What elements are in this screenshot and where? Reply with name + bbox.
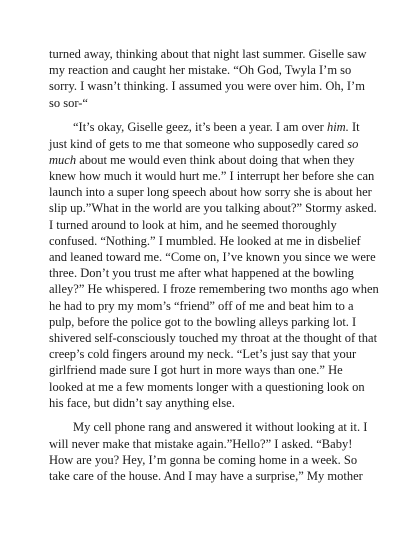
paragraph-2-text-c: about me would even think about doing that when they knew how much it would hurt me.” I interrupt her before she can launch into a super long speech about how sorry she is about her slip up.”What in the world are you talking about?” Stormy asked. I turned around to look at him, and he seemed thoroughly confused. “Nothing.” I mumbled. He looked at me in disbelief and leaned toward me. “Come on, I’ve known you since we were three. Don’t you trust me after what happened at the bowling alley?” He whispered. I froze remembering two months ago when he had to pry my mom’s “friend” off of me and beat him to a pulp, before the police got to the bowling alleys parking lot. I shivered self-consciously touched my throat at the thought of that creep’s cold fingers around my neck. “Let’s just say that your girlfriend made sure I got hurt in more ways than one.” He looked at me a few moments longer with a questioning look on his face, but didn’t say anything else.	[49, 152, 379, 410]
paragraph-2-emphasis-him: him.	[326, 120, 349, 135]
paragraph-3	[49, 419, 379, 484]
paragraph-3-text: My cell phone rang and answered it without looking at it. I will never make that mistake again.”Hello?” I asked. “Baby! How are you? Hey, I’m gonna be coming home in a week. So take care of the house. And I may have a surprise,” My mother	[49, 420, 368, 484]
paragraph-2	[49, 119, 379, 411]
paragraph-1	[49, 46, 379, 111]
paragraph-2-text-b: It just kind of gets to me that someone who supposedly cared	[49, 120, 360, 151]
paragraph-1-text: turned away, thinking about that night last summer. Giselle saw my reaction and caught her mistake. “Oh God, Twyla I’m so sorry. I wasn’t thinking. I assumed you were over him. Oh, I’m so sor-“	[49, 47, 367, 110]
paragraph-2-text-a: “It’s okay, Giselle geez, it’s been a year. I am over	[73, 120, 327, 135]
paragraph-2-emphasis-so-much: so much	[49, 136, 359, 167]
document-page	[49, 46, 379, 493]
